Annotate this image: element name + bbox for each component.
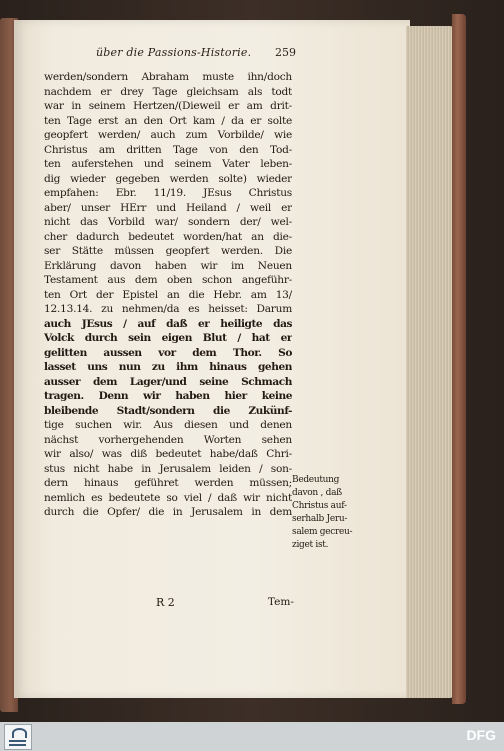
text-line: nächst vorhergehenden Worten sehen <box>44 433 292 446</box>
margin-note-line: ziget ist. <box>292 540 329 550</box>
text-line: war in seinem Hertzen/(Dieweil er am drit- <box>44 100 292 112</box>
margin-note-line: salem gecreu- <box>292 527 353 537</box>
text-line: durch die Opfer/ die in Jerusalem in dem <box>44 506 292 518</box>
margin-note <box>292 474 374 552</box>
quotation-line: gelitten aussen vor dem Thor. So <box>44 346 292 359</box>
text-line: ten Ort der Epistel an die Hebr. am 13/ <box>44 288 292 301</box>
book-cover-right <box>452 14 466 704</box>
margin-note-line: Bedeutung <box>292 475 340 485</box>
text-line: aber/ unser HErr und Heiland / weil er <box>44 201 292 214</box>
quotation-line: lasset uns nun zu ihm hinaus gehen <box>44 361 292 373</box>
margin-note-line: Christus auf- <box>292 501 347 511</box>
page-edges <box>406 26 454 698</box>
text-line: stus nicht habe in Jerusalem leiden / son- <box>44 462 292 475</box>
text-line: nachdem er drey Tage gleichsam als todt <box>44 85 292 98</box>
text-line: ser Stätte müssen geopfert werden. Die <box>44 245 292 257</box>
text-line: nicht das Vorbild war/ sondern der/ wel- <box>44 216 292 228</box>
text-line: Erklärung davon haben wir im Neuen <box>44 259 292 272</box>
text-line: tige suchen wir. Aus diesen und denen <box>44 419 292 431</box>
quotation-line: bleibende Stadt/sondern die Zukünf- <box>44 404 292 417</box>
margin-note-line: serhalb Jeru- <box>292 514 348 524</box>
margin-note-line: davon , daß <box>292 488 342 498</box>
running-title: über die Passions-Historie. <box>96 46 252 59</box>
text-line: Christus am dritten Tage von den Tod- <box>44 143 292 156</box>
text-line: werden/sondern Abraham muste ihn/doch <box>44 71 292 83</box>
text-line: ten auferstehen und seinem Vater leben- <box>44 158 292 170</box>
quotation-line: Volck durch sein eigen Blut / hat er <box>44 332 292 344</box>
dfg-logo: DFG <box>466 727 496 743</box>
text-line: nemlich es bedeutete so viel / daß wir nicht <box>44 491 292 504</box>
body-text <box>44 70 292 520</box>
viewer-footer <box>0 722 504 751</box>
page-number: 259 <box>275 46 296 59</box>
text-line: dern hinaus geführet werden müssen; <box>44 477 292 489</box>
text-line: Testament aus dem oben schon angeführ- <box>44 274 292 286</box>
catchword: Tem- <box>267 596 294 608</box>
text-line: wir also/ was diß bedeutet habe/daß Chri- <box>44 448 292 460</box>
library-logo-icon <box>4 724 32 750</box>
text-line: empfahen: Ebr. 11/19. JEsus Christus <box>44 187 292 199</box>
text-line: dig wieder gegeben werden solte) wieder <box>44 172 292 185</box>
signature-mark: R 2 <box>156 596 175 609</box>
text-line: geopfert werden/ auch zum Vorbilde/ wie <box>44 129 292 141</box>
quotation-line: auch JEsus / auf daß er heiligte das <box>44 317 292 330</box>
text-line: 12.13.14. zu nehmen/da es heisset: Darum <box>44 303 292 315</box>
text-line: ten Tage erst an den Ort kam / da er solte <box>44 114 292 127</box>
quotation-line: tragen. Denn wir haben hier keine <box>44 390 292 402</box>
text-line: cher dadurch bedeutet worden/hat an die- <box>44 230 292 243</box>
quotation-line: ausser dem Lager/und seine Schmach <box>44 375 292 388</box>
